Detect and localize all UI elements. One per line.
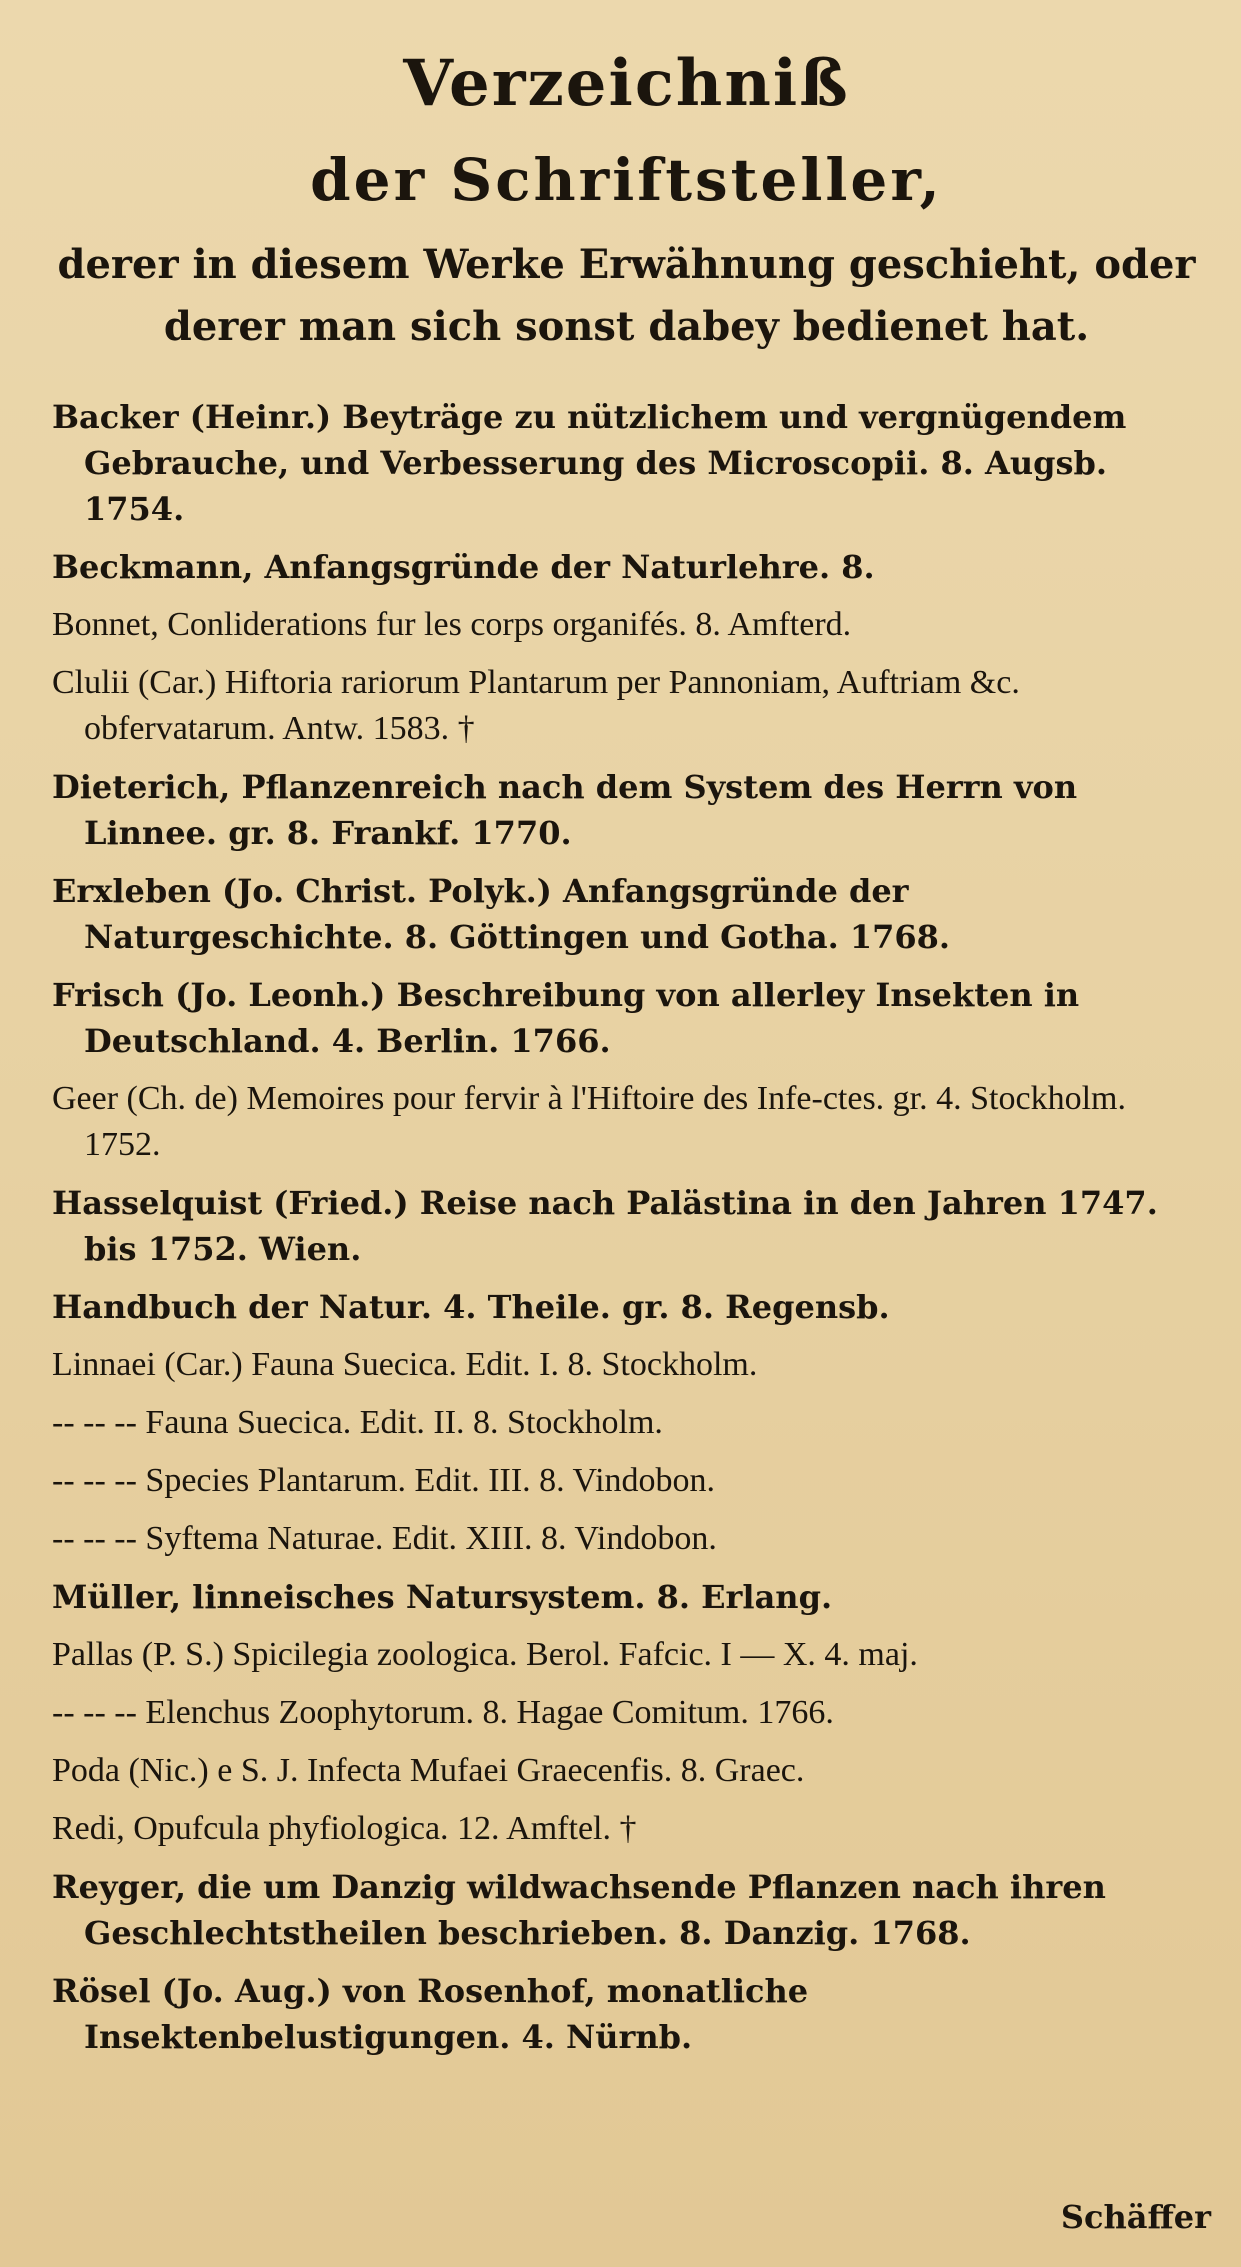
list-item: Geer (Ch. de) Memoires pour fervir à l'Hiftoire des Infe-ctes. gr. 4. Stockholm. 1752.: [52, 1080, 1126, 1163]
list-item: Hasselquist (Fried.) Reise nach Palästina in den Jahren 1747. bis 1752. Wien.: [52, 1184, 1158, 1268]
list-item: Beckmann, Anfangsgründe der Naturlehre. 8.: [52, 548, 875, 586]
list-item: Müller, linneisches Natursystem. 8. Erlang.: [52, 1578, 833, 1616]
list-item: Backer (Heinr.) Beyträge zu nützlichem und vergnügendem Gebrauche, und Verbesserung des Microscopii. 8. Augsb. 1754.: [52, 398, 1127, 528]
page-subtitle: der Schriftsteller,: [310, 146, 943, 214]
subtitle-line-2: derer man sich sonst dabey bedienet hat.: [163, 303, 1090, 350]
list-item: -- -- -- Species Plantarum. Edit. III. 8. Vindobon.: [52, 1462, 716, 1499]
list-item: Pallas (P. S.) Spicilegia zoologica. Berol. Fafcic. I — X. 4. maj.: [52, 1636, 918, 1673]
list-item: Redi, Opufcula phyfiologica. 12. Amftel. †: [52, 1810, 637, 1847]
list-item: Handbuch der Natur. 4. Theile. gr. 8. Regensb.: [52, 1288, 890, 1326]
list-item: Reyger, die um Danzig wildwachsende Pflanzen nach ihren Geschlechtstheilen beschrieben. 8. Danzig. 1768.: [52, 1868, 1106, 1952]
list-item: Linnaei (Car.) Fauna Suecica. Edit. I. 8. Stockholm.: [52, 1346, 758, 1383]
list-item: Rösel (Jo. Aug.) von Rosenhof, monatliche Insektenbelustigungen. 4. Nürnb.: [52, 1972, 809, 2056]
title-block: [52, 36, 1201, 358]
list-item: Erxleben (Jo. Christ. Polyk.) Anfangsgründe der Naturgeschichte. 8. Göttingen und Gotha. 1768.: [52, 872, 951, 956]
page-title: Verzeichniß: [403, 46, 850, 121]
list-item: Bonnet, Conliderations fur les corps organifés. 8. Amfterd.: [52, 606, 852, 643]
author-list: [52, 394, 1201, 2060]
list-item: Clulii (Car.) Hiftoria rariorum Plantarum per Pannoniam, Auftriam &c. obfervatarum. Antw. 1583. †: [52, 664, 1020, 747]
list-item: Poda (Nic.) e S. J. Infecta Mufaei Graecenfis. 8. Graec.: [52, 1752, 805, 1789]
catchword: Schäffer: [1060, 2198, 1211, 2236]
list-item: Dieterich, Pflanzenreich nach dem System des Herrn von Linnee. gr. 8. Frankf. 1770.: [52, 768, 1078, 852]
list-item: -- -- -- Elenchus Zoophytorum. 8. Hagae Comitum. 1766.: [52, 1694, 834, 1731]
list-item: -- -- -- Fauna Suecica. Edit. II. 8. Stockholm.: [52, 1404, 663, 1441]
subtitle-line-1: derer in diesem Werke Erwähnung geschieht, oder: [57, 241, 1196, 288]
list-item: Frisch (Jo. Leonh.) Beschreibung von allerley Insekten in Deutschland. 4. Berlin. 1766.: [52, 976, 1080, 1060]
list-item: -- -- -- Syftema Naturae. Edit. XIII. 8. Vindobon.: [52, 1520, 717, 1557]
